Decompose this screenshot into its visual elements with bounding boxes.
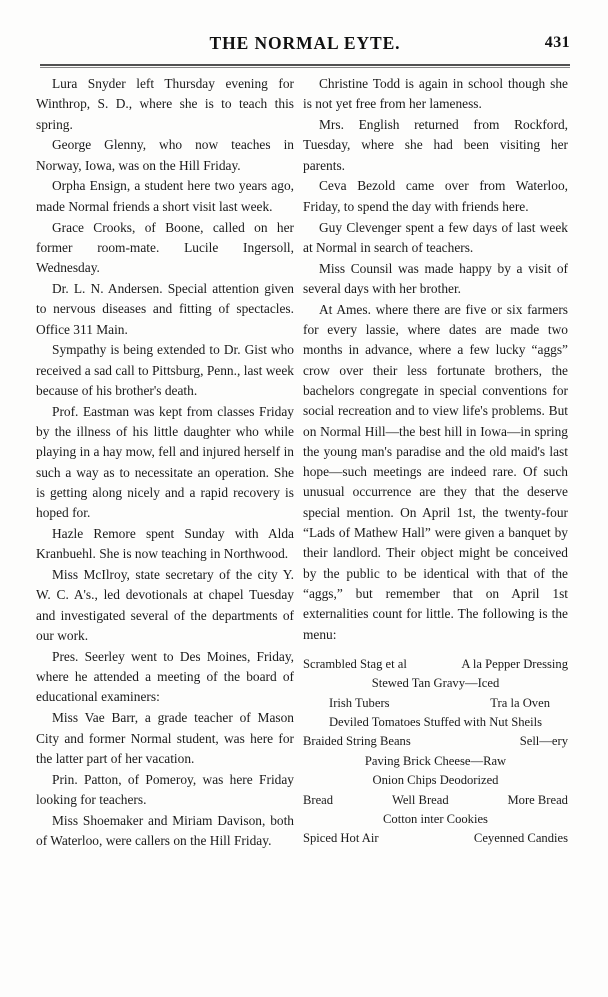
header-divider-rule [40,64,570,68]
page-number: 431 [544,34,570,51]
menu-item: Deviled Tomatoes Stuffed with Nut Sheils [328,715,543,730]
menu-item: Onion Chips Deodorized [372,773,499,788]
menu-item: Sell—ery [519,734,568,749]
menu-item: Bread [303,792,334,807]
banquet-menu [303,655,568,849]
news-item-paragraph: At Ames. where there are five or six farmers for every lassie, where dates are made two months in advance, where a few lucky “aggs” crow over their less fortunate brothers, the bachelors congregate in special conventions for social recreation and to view life's problems. But on Normal Hill—the best hill in Iowa—in spring the young man's paradise and the old maid's last hope—such meetings are indeed rare. Of such unusual occurrence are they that the deserve special mention. On April 1st, the twenty-four “Lads of Mathew Hall” were given a banquet by their landlord. Their object might be conceived by the public to be identical with that of the “aggs,” but remember that on April 1st externalities count for little. The following is the menu: [303,301,568,642]
news-item-paragraph: Miss Counsil was made happy by a visit of several days with her brother. [303,260,568,296]
running-head [40,33,570,61]
menu-item: Well Bread [391,792,449,807]
menu-line [303,752,568,771]
news-item-paragraph: Grace Crooks, of Boone, called on her former room-mate. Lucile Ingersoll, Wednesday. [36,219,294,276]
menu-item: Paving Brick Cheese—Raw [364,753,507,768]
news-item-paragraph: Dr. L. N. Andersen. Special attention given to nervous diseases and fitting of spectacles. Office 311 Main. [36,280,294,337]
news-item-paragraph: Mrs. English returned from Rockford, Tuesday, where she had been visiting her parents. [303,117,568,173]
right-column-paragraphs [303,74,568,645]
news-item-paragraph: Orpha Ensign, a student here two years ago, made Normal friends a short visit last week. [36,178,294,214]
news-item-paragraph: Miss Vae Barr, a grade teacher of Mason City and former Normal student, was here for the latter part of her vacation. [36,710,294,766]
news-item-paragraph: Lura Snyder left Thursday evening for Winthrop, S. D., where she is to teach this spring. [36,76,294,132]
menu-line [303,732,568,751]
menu-item: Cotton inter Cookies [383,812,488,827]
menu-item: Scrambled Stag et al [303,656,407,671]
page-title: THE NORMAL EYTE. [209,33,401,53]
left-text-column [36,74,294,852]
rule-line-thick [40,64,570,66]
menu-item: Spiced Hot Air [303,831,379,846]
news-item-paragraph: Pres. Seerley went to Des Moines, Friday, where he attended a meeting of the board of educational examiners: [36,648,294,705]
news-item-paragraph: Hazle Remore spent Sunday with Alda Kranbuehl. She is now teaching in Northwood. [36,526,294,562]
news-item-paragraph: Ceva Bezold came over from Waterloo, Friday, to spend the day with friends here. [303,178,568,214]
menu-item: More Bread [507,792,568,807]
news-item-paragraph: Miss McIlroy, state secretary of the city Y. W. C. A's., led devotionals at chapel Tuesday and investigated several of the departments of our work. [36,567,294,644]
menu-item: A la Pepper Dressing [461,656,568,671]
right-text-column [303,74,568,849]
menu-line [303,655,568,674]
news-item-paragraph: Guy Clevenger spent a few days of last week at Normal in search of teachers. [303,219,568,255]
news-item-paragraph: George Glenny, who now teaches in Norway, Iowa, was on the Hill Friday. [36,137,294,173]
news-item-paragraph: Sympathy is being extended to Dr. Gist who received a sad call to Pittsburg, Penn., last week because of his brother's death. [36,342,294,398]
menu-line [303,829,568,848]
rule-line-thin [40,67,570,68]
menu-item: Irish Tubers [329,695,390,710]
menu-line [303,713,568,732]
news-item-paragraph: Prof. Eastman was kept from classes Friday by the illness of his little daughter who while playing in a hay mow, fell and injured herself in such a way as to necessitate an operation. She is getting along nicely and a rapid recovery is hoped for. [36,403,294,521]
news-item-paragraph: Miss Shoemaker and Miriam Davison, both of Waterloo, were callers on the Hill Friday. [36,812,294,848]
menu-line [303,674,568,693]
menu-line [303,810,568,829]
menu-item: Tra la Oven [490,695,550,710]
menu-line [303,694,568,713]
menu-line [303,791,568,810]
menu-item: Ceyenned Candies [473,831,568,846]
menu-item: Stewed Tan Gravy—Iced [371,676,500,691]
menu-line [303,771,568,790]
news-item-paragraph: Prin. Patton, of Pomeroy, was here Friday looking for teachers. [36,771,294,807]
news-item-paragraph: Christine Todd is again in school though she is not yet free from her lameness. [303,76,568,112]
menu-item: Braided String Beans [303,734,411,749]
